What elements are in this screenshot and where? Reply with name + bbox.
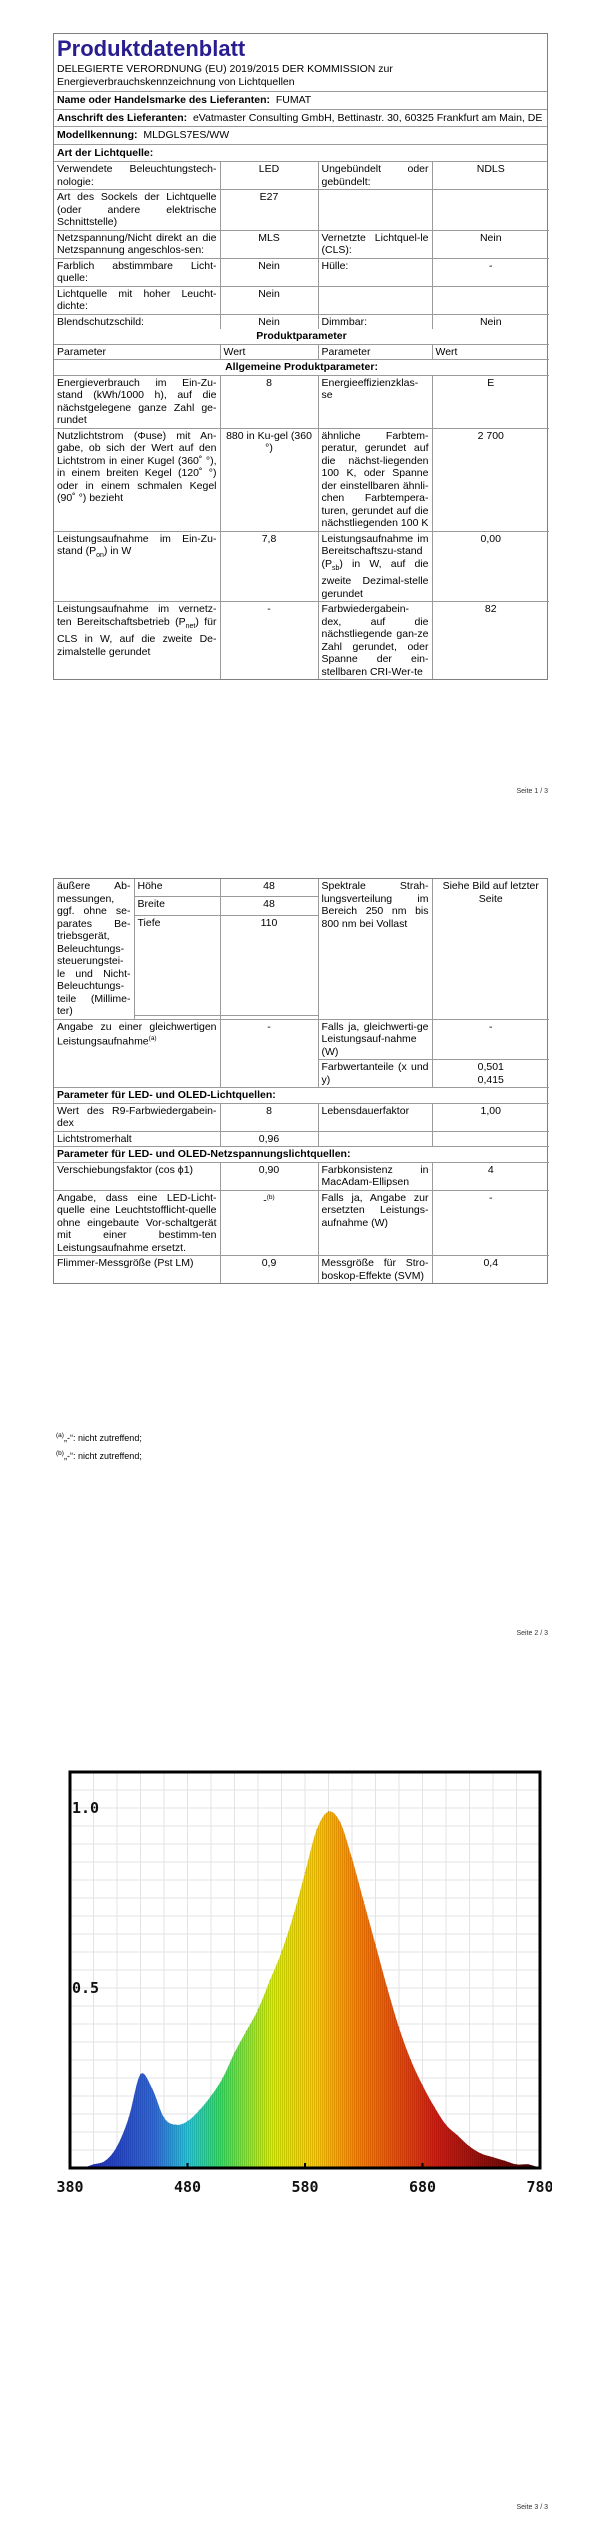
light-source-table [54, 162, 549, 329]
regulation-subtitle: DELEGIERTE VERORDNUNG (EU) 2019/2015 DER KOMMISSION zur Energieverbrauchskennzeichnung von Lichtquellen [54, 63, 547, 92]
data-point [116, 2146, 117, 2147]
data-point [351, 1858, 352, 1859]
data-point [422, 2085, 423, 2086]
table-row: Angabe, dass eine LED-Licht-quelle eine Leuchtstofflicht-quelle ohne eingebaute Vor-schaltgerät mit einer bestimm-ten Leistungsaufnahme ersetzt. -$^{(b)}$ Falls ja, Angabe zur ersetzten Leistungs-aufnahme (W) - [54, 1190, 549, 1256]
data-point [222, 2077, 223, 2078]
data-point [257, 2009, 258, 2010]
data-point [293, 1915, 294, 1916]
footnote-a: $^{(a)}$„-“: nicht zutreffend; [56, 1432, 142, 1443]
page-2 [0, 860, 596, 1660]
data-point [105, 2160, 106, 2161]
table-row: Wert des R9-Farbwiedergabein-dex 8 Lebensdauerfaktor 1,00 [54, 1103, 549, 1131]
data-point [281, 1951, 282, 1952]
data-point [504, 2160, 505, 2161]
data-point [187, 2121, 188, 2122]
table-row: Angabe zu einer gleichwertigen Leistungsaufnahme$^{(a)}$ - Falls ja, gleichwerti-ge Leistungsauf-nahme (W) - [54, 1019, 549, 1060]
product-params-table-2 [54, 879, 549, 1283]
x-tick-label: 380 [56, 2178, 84, 2196]
table-row: Lichtquelle mit hoher Leucht-dichte: Nein [54, 286, 549, 314]
data-point [434, 2106, 435, 2107]
x-tick-label: 580 [291, 2178, 319, 2196]
data-point [387, 1987, 388, 1988]
datasheet-frame-2 [53, 878, 548, 1284]
data-point [234, 2052, 235, 2053]
table-row: Tiefe 110 [54, 915, 549, 1015]
data-point [316, 1829, 317, 1830]
table-row: Breite 48 [54, 897, 549, 916]
data-point [445, 2124, 446, 2125]
table-row: Blendschutzschild: Nein Dimmbar: Nein [54, 314, 549, 329]
table-row: Art des Sockels der Lichtquelle (oder andere elektrische Schnittstelle) E27 [54, 190, 549, 231]
data-point [340, 1822, 341, 1823]
product-params-table-1 [54, 329, 549, 679]
table-row: Farblich abstimmbare Licht-quelle: Nein Hülle: - [54, 258, 549, 286]
page-number-3: Seite 3 / 3 [516, 2504, 548, 2511]
x-tick-label: 780 [526, 2178, 552, 2196]
table-row: Parameter Wert Parameter Wert [54, 344, 549, 360]
data-point [328, 1811, 329, 1812]
data-point [398, 2027, 399, 2028]
page-number-1: Seite 1 / 3 [516, 788, 548, 795]
data-point [469, 2146, 470, 2147]
supplier-name-row: Name oder Handelsmarke des Lieferanten: FUMAT [54, 92, 547, 110]
data-point [528, 2164, 529, 2165]
table-row: Produktparameter [54, 329, 549, 344]
model-row: Modellkennung: MLDGLS7ES/WW [54, 127, 547, 145]
datasheet-frame-1 [53, 33, 548, 680]
page-3 [0, 1700, 596, 2526]
table-row: Farbwertanteile (x und y) 0,501 0,415 [54, 1060, 549, 1088]
table-row: Verschiebungsfaktor (cos ϕ1) 0,90 Farbkonsistenz in MacAdam-Ellipsen 4 [54, 1162, 549, 1190]
data-point [269, 1980, 270, 1981]
data-point [304, 1872, 305, 1873]
table-row: Flimmer-Messgröße (Pst LM) 0,9 Messgröße für Stro-boskop-Effekte (SVM) 0,4 [54, 1256, 549, 1284]
data-point [516, 2164, 517, 2165]
data-point [481, 2153, 482, 2154]
data-point [210, 2095, 211, 2096]
spectrum-chart [48, 1730, 552, 2230]
light-source-heading: Art der Lichtquelle: [54, 145, 547, 163]
y-tick-label: 0.5 [72, 1979, 100, 1997]
table-row: Verwendete Beleuchtungstech-nologie: LED Ungebündelt oder gebündelt: NDLS [54, 162, 549, 190]
data-point [363, 1901, 364, 1902]
data-point [152, 2088, 153, 2089]
data-point [199, 2110, 200, 2111]
data-point [175, 2124, 176, 2125]
table-row: Leistungsaufnahme im vernetz-ten Bereitschaftsbetrieb $(P_{net})$ für CLS in W, auf die zweite De-zimalstelle gerundet - Farbwiedergabein-dex, auf die nächstliegende gan-ze Zahl gerundet, oder Spanne der ein-stellbaren CRI-Wer-te 82 [54, 602, 549, 680]
table-row: Energieverbrauch im Ein-Zu-stand (kWh/1000 h), auf die nächstgelegene ganze Zahl ge-rundet 8 Energieeffizienzklas-se E [54, 375, 549, 428]
data-point [375, 1944, 376, 1945]
page-number-2: Seite 2 / 3 [516, 1630, 548, 1637]
data-point [410, 2059, 411, 2060]
data-point [457, 2135, 458, 2136]
table-row: Allgemeine Produktparameter: [54, 360, 549, 376]
footnotes [56, 1428, 142, 1464]
spectrum-chart-svg [48, 1730, 552, 2230]
data-point [140, 2074, 141, 2075]
data-point [492, 2157, 493, 2158]
table-row: äußere Ab-messungen, ggf. ohne se-parates Be-triebsgerät, Beleuchtungs-steuerungstei-le und Nicht-Beleuchtungs-teile (Millime-ter) Höhe 48 Spektrale Strah-lungsverteilung im Bereich 250 nm bis 800 nm bei Vollast Siehe Bild auf letzter Seite [54, 879, 549, 897]
data-point [246, 2031, 247, 2032]
page-title: Produktdatenblatt [57, 36, 246, 61]
table-row: Lichtstromerhalt 0,96 [54, 1131, 549, 1147]
x-tick-label: 480 [173, 2178, 202, 2196]
page-1 [0, 0, 596, 810]
table-row: Netzspannung/Nicht direkt an die Netzspannung angeschlos-sen: MLS Vernetzte Lichtquel-le (CLS): Nein [54, 230, 549, 258]
data-point [163, 2117, 164, 2118]
table-row: Parameter für LED- und OLED-Netzspannungslichtquellen: [54, 1147, 549, 1163]
data-point [93, 2164, 94, 2165]
footnote-b: $^{(b)}$„-“: nicht zutreffend; [56, 1450, 142, 1461]
table-row: Nutzlichtstrom (Φuse) mit An-gabe, ob sich der Wert auf den Lichtstrom in einer Kugel (360˚ °), in einem breiten Kegel (120˚ °) oder in einem schmalen Kegel (90˚ °) bezieht 880 in Ku-gel (360 °) ähnliche Farbtem-peratur, gerundet auf die nächst-liegenden 100 K, oder Spanne der einstellbaren ähnli-chen Farbtempera-turen, gerundet auf die nächstliegenden 100 K 2 700 [54, 428, 549, 531]
supplier-address-row: Anschrift des Lieferanten: eVatmaster Consulting GmbH, Bettinastr. 30, 60325 Frankfurt am Main, DE [54, 110, 547, 128]
y-tick-label: 1.0 [72, 1799, 100, 1817]
table-row: Leistungsaufnahme im Ein-Zu-stand $(P_{on})$ in W 7,8 Leistungsaufnahme im Bereitschaftszu-stand $(P_{sb})$ in W, auf die zweite Dezimal-stelle gerundet 0,00 [54, 531, 549, 602]
data-point [128, 2117, 129, 2118]
x-tick-label: 680 [408, 2178, 437, 2196]
table-row: Parameter für LED- und OLED-Lichtquellen: [54, 1088, 549, 1104]
